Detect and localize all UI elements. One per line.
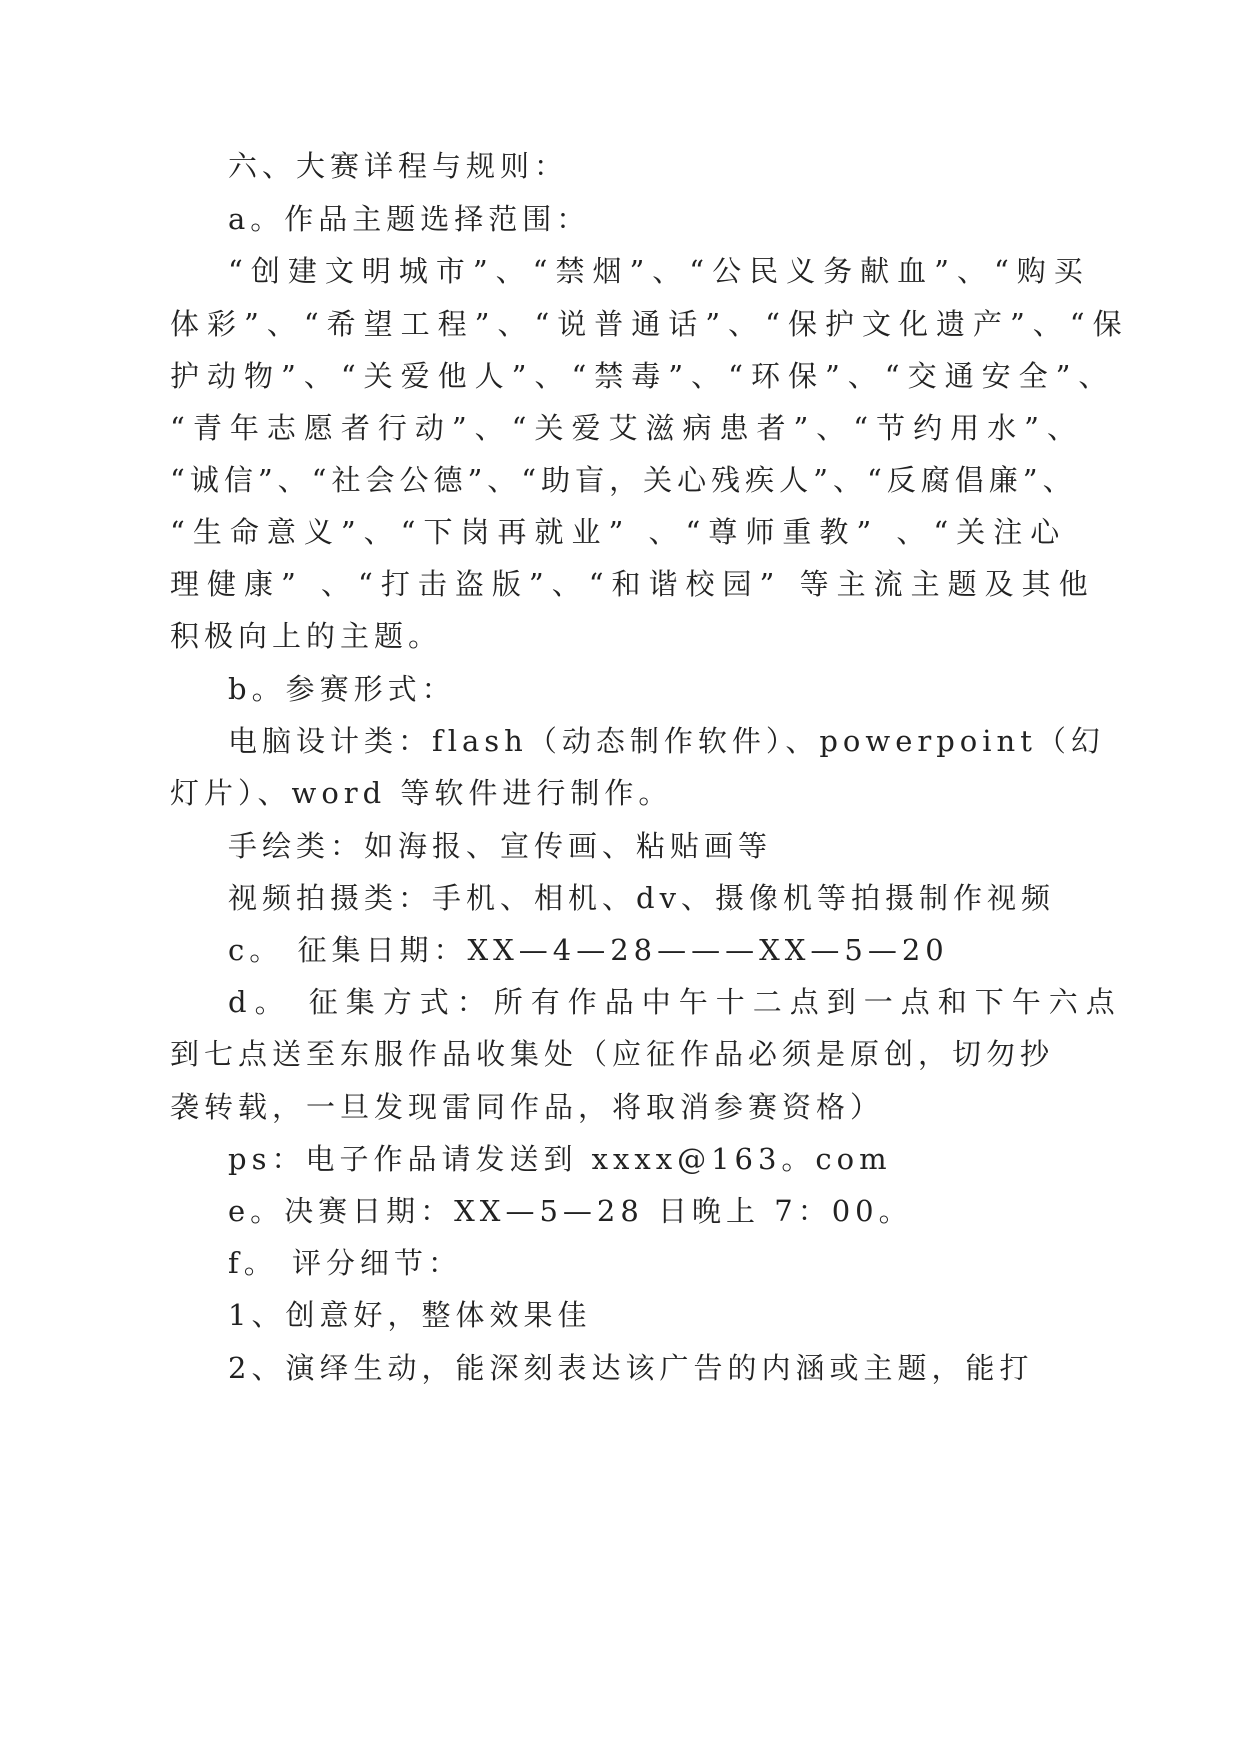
item-a-heading: a。作品主题选择范围：	[228, 202, 591, 236]
list-item: 2、演绎生动，能深刻表达该广告的内涵或主题，能打	[228, 1351, 1034, 1385]
item-f-heading: f。 评分细节：	[228, 1246, 462, 1280]
paragraph-line: “诚信”、“社会公德”、“助盲，关心残疾人”、“反腐倡廉”、	[170, 463, 1077, 497]
paragraph-line: 到七点送至东服作品收集处（应征作品必须是原创，切勿抄	[170, 1037, 1055, 1071]
paragraph-line: 手绘类：如海报、宣传画、粘贴画等	[228, 829, 773, 863]
list-item: 1、创意好，整体效果佳	[228, 1298, 592, 1332]
paragraph-line: 袭转载，一旦发现雷同作品，将取消参赛资格）	[170, 1090, 885, 1124]
paragraph-line: 护动物”、“关爱他人”、“禁毒”、“环保”、“交通安全”、	[170, 359, 1116, 393]
item-b-heading: b。参赛形式：	[228, 672, 456, 706]
paragraph-line: 积极向上的主题。	[170, 619, 443, 653]
item-d-line: d。 征集方式：所有作品中午十二点到一点和下午六点	[228, 985, 1123, 1019]
paragraph-line: 理健康” 、“打击盗版”、“和谐校园” 等主流主题及其他	[170, 567, 1096, 601]
item-c-line: c。 征集日期：XX—4—28———XX—5—20	[228, 933, 949, 967]
paragraph-line: 灯片）、word 等软件进行制作。	[170, 776, 673, 810]
paragraph-line: 视频拍摄类：手机、相机、dv、摄像机等拍摄制作视频	[228, 881, 1055, 915]
paragraph-line: “生命意义”、“下岗再就业” 、“尊师重教” 、“关注心	[170, 515, 1068, 549]
paragraph-line: 体彩”、“希望工程”、“说普通话”、“保护文化遗产”、“保	[170, 307, 1130, 341]
paragraph-line: “创建文明城市”、“禁烟”、“公民义务献血”、“购买	[228, 254, 1091, 288]
item-e-line: e。决赛日期：XX—5—28 日晚上 7：00。	[228, 1194, 913, 1228]
paragraph-line: 电脑设计类：flash（动态制作软件）、powerpoint（幻	[228, 724, 1105, 758]
ps-line: ps：电子作品请发送到 xxxx@163。com	[228, 1142, 892, 1176]
paragraph-line: “青年志愿者行动”、“关爱艾滋病患者”、“节约用水”、	[170, 411, 1084, 445]
section-heading: 六、大赛详程与规则：	[228, 149, 569, 183]
